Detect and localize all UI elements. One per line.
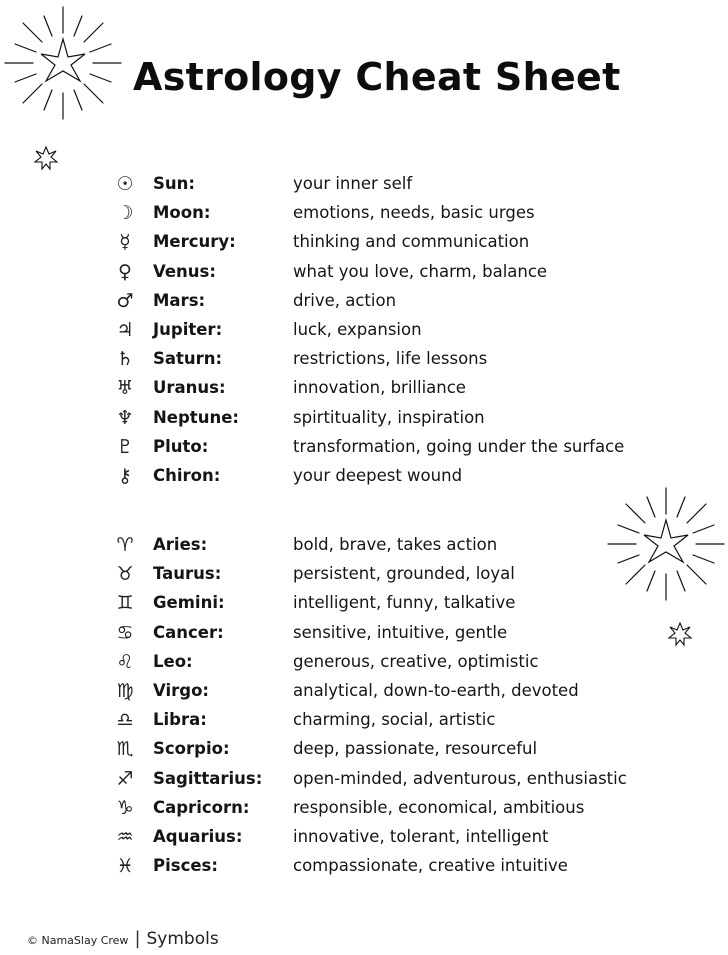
- saturn-glyph-icon: ♄: [116, 348, 134, 371]
- item-description: analytical, down-to-earth, devoted: [293, 680, 579, 700]
- item-description: what you love, charm, balance: [293, 261, 548, 281]
- item-name: Mars:: [153, 290, 206, 310]
- venus-glyph-icon: ♀: [118, 260, 132, 283]
- sparkle-burst-icon: [605, 483, 727, 605]
- item-name: Virgo:: [153, 680, 210, 700]
- page-title: Astrology Cheat Sheet: [133, 55, 621, 99]
- cancer-glyph-icon: ♋: [116, 621, 134, 644]
- footer-separator: |: [134, 928, 141, 949]
- footer: [27, 928, 219, 949]
- leo-glyph-icon: ♌: [116, 650, 134, 673]
- pluto-glyph-icon: ♇: [116, 435, 134, 458]
- item-name: Jupiter:: [153, 319, 223, 339]
- item-name: Capricorn:: [153, 797, 250, 817]
- item-description: sensitive, intuitive, gentle: [293, 622, 508, 642]
- item-name: Chiron:: [153, 465, 221, 485]
- item-name: Saturn:: [153, 349, 223, 369]
- item-description: innovative, tolerant, intelligent: [293, 826, 549, 846]
- item-name: Mercury:: [153, 232, 236, 252]
- item-description: transformation, going under the surface: [293, 436, 625, 456]
- item-name: Aries:: [153, 535, 208, 554]
- item-name: Neptune:: [153, 407, 239, 427]
- item-name: Scorpio:: [153, 739, 230, 759]
- item-description: thinking and communication: [293, 232, 530, 252]
- item-name: Gemini:: [153, 593, 225, 613]
- item-description: emotions, needs, basic urges: [293, 203, 535, 223]
- item-description: your inner self: [293, 174, 413, 193]
- small-star-icon: [33, 145, 59, 171]
- item-description: compassionate, creative intuitive: [293, 856, 568, 876]
- item-description: charming, social, artistic: [293, 710, 496, 730]
- item-name: Libra:: [153, 710, 207, 730]
- item-description: deep, passionate, resourceful: [293, 739, 538, 759]
- sagittarius-glyph-icon: ♐: [116, 767, 134, 790]
- item-name: Sagittarius:: [153, 768, 263, 788]
- aries-glyph-icon: ♈: [116, 534, 134, 556]
- gemini-glyph-icon: ♊: [116, 592, 134, 615]
- item-description: spirtituality, inspiration: [293, 407, 485, 427]
- item-name: Aquarius:: [153, 826, 243, 846]
- item-name: Leo:: [153, 651, 193, 671]
- item-description: luck, expansion: [293, 319, 422, 339]
- item-name: Taurus:: [153, 564, 222, 584]
- item-description: responsible, economical, ambitious: [293, 797, 585, 817]
- copyright-text: © NamaSlay Crew: [27, 934, 129, 947]
- mercury-glyph-icon: ☿: [119, 231, 131, 254]
- item-name: Venus:: [153, 261, 216, 281]
- sun-glyph-icon: ☉: [116, 173, 134, 195]
- moon-glyph-icon: ☽: [116, 202, 134, 225]
- item-name: Moon:: [153, 203, 211, 223]
- item-description: open-minded, adventurous, enthusiastic: [293, 768, 627, 788]
- small-star-icon: [667, 621, 693, 647]
- item-description: your deepest wound: [293, 465, 463, 485]
- mars-glyph-icon: ♂: [116, 289, 134, 312]
- item-name: Sun:: [153, 174, 195, 193]
- sparkle-burst-icon: [2, 2, 124, 124]
- item-description: intelligent, funny, talkative: [293, 593, 516, 613]
- item-description: drive, action: [293, 290, 397, 310]
- neptune-glyph-icon: ♆: [116, 406, 134, 429]
- taurus-glyph-icon: ♉: [116, 563, 134, 586]
- scorpio-glyph-icon: ♏: [116, 738, 134, 761]
- libra-glyph-icon: ♎: [116, 709, 134, 732]
- aquarius-glyph-icon: ♒: [116, 825, 134, 848]
- item-description: bold, brave, takes action: [293, 535, 498, 554]
- item-description: restrictions, life lessons: [293, 349, 488, 369]
- section-label: Symbols: [146, 929, 219, 949]
- uranus-glyph-icon: ♅: [116, 377, 134, 400]
- item-description: innovation, brilliance: [293, 378, 466, 398]
- jupiter-glyph-icon: ♃: [116, 318, 134, 341]
- item-description: persistent, grounded, loyal: [293, 564, 515, 584]
- item-name: Pisces:: [153, 856, 218, 876]
- item-description: generous, creative, optimistic: [293, 651, 539, 671]
- capricorn-glyph-icon: ♑: [116, 796, 134, 819]
- item-name: Pluto:: [153, 436, 209, 456]
- item-name: Cancer:: [153, 622, 224, 642]
- chiron-glyph-icon: ⚷: [118, 464, 132, 487]
- item-name: Uranus:: [153, 378, 226, 398]
- pisces-glyph-icon: ♓: [116, 855, 134, 878]
- virgo-glyph-icon: ♍: [116, 679, 134, 702]
